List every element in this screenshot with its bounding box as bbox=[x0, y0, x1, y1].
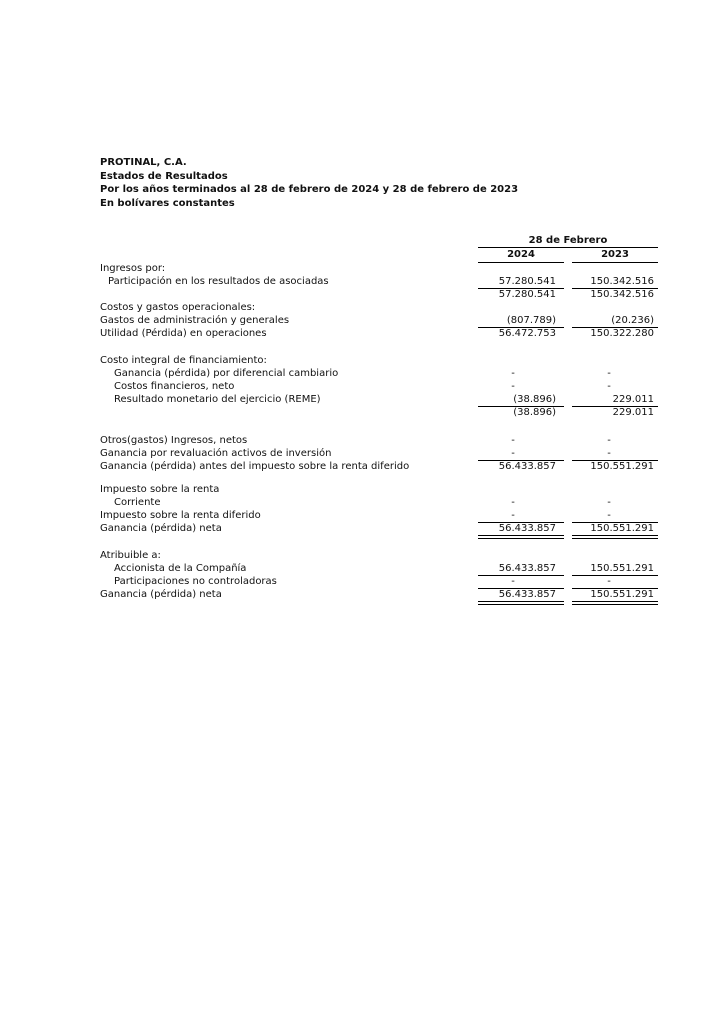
value-2023: 150.551.291 bbox=[590, 523, 654, 534]
period-column-header: 28 de Febrero bbox=[528, 235, 608, 246]
table-row bbox=[0, 381, 724, 393]
statement-header bbox=[100, 156, 518, 210]
value-2023: 150.551.291 bbox=[590, 589, 654, 600]
row-label: Atribuible a: bbox=[100, 550, 161, 561]
value-2023: - bbox=[607, 497, 611, 508]
table-row bbox=[0, 510, 724, 522]
table-row bbox=[0, 523, 724, 535]
value-2023: 229.011 bbox=[612, 394, 654, 405]
value-2024: 56.433.857 bbox=[498, 461, 556, 472]
table-row bbox=[0, 576, 724, 588]
year-2023-header: 2023 bbox=[601, 249, 629, 260]
value-2024: - bbox=[511, 381, 515, 392]
table-row bbox=[0, 407, 724, 419]
table-row bbox=[0, 497, 724, 509]
value-2024: - bbox=[511, 368, 515, 379]
period-underline bbox=[478, 247, 658, 248]
value-2024: 56.433.857 bbox=[498, 523, 556, 534]
table-row bbox=[0, 328, 724, 340]
value-2023: 150.551.291 bbox=[590, 563, 654, 574]
total-double-line bbox=[478, 535, 564, 539]
value-2024: (38.896) bbox=[513, 394, 556, 405]
value-2023: - bbox=[607, 435, 611, 446]
table-row bbox=[0, 276, 724, 288]
value-2023: - bbox=[607, 381, 611, 392]
row-label: Impuesto sobre la renta diferido bbox=[100, 510, 261, 521]
value-2024: 57.280.541 bbox=[498, 276, 556, 287]
statement-period: Por los años terminados al 28 de febrero de 2024 y 28 de febrero de 2023 bbox=[100, 184, 519, 195]
table-row bbox=[0, 355, 724, 367]
table-row bbox=[0, 263, 724, 275]
row-label: Participación en los resultados de asociadas bbox=[108, 276, 329, 287]
value-2024: (38.896) bbox=[513, 407, 556, 418]
row-label: Ingresos por: bbox=[100, 263, 166, 274]
total-double-line bbox=[572, 601, 658, 605]
value-2023: 229.011 bbox=[612, 407, 654, 418]
row-label: Corriente bbox=[114, 497, 161, 508]
value-2023: 150.551.291 bbox=[590, 461, 654, 472]
value-2024: 57.280.541 bbox=[498, 289, 556, 300]
row-label: Resultado monetario del ejercicio (REME) bbox=[114, 394, 321, 405]
table-row bbox=[0, 435, 724, 447]
table-row bbox=[0, 563, 724, 575]
row-label: Accionista de la Compañía bbox=[114, 563, 247, 574]
table-row bbox=[0, 461, 724, 473]
row-label: Gastos de administración y generales bbox=[100, 315, 290, 326]
value-2024: - bbox=[511, 448, 515, 459]
row-label: Otros(gastos) Ingresos, netos bbox=[100, 435, 248, 446]
value-2024: - bbox=[511, 576, 515, 587]
total-double-line bbox=[478, 601, 564, 605]
value-2024: 56.433.857 bbox=[498, 589, 556, 600]
row-label: Participaciones no controladoras bbox=[114, 576, 277, 587]
row-label: Ganancia por revaluación activos de inversión bbox=[100, 448, 332, 459]
row-label: Ganancia (pérdida) antes del impuesto sobre la renta diferido bbox=[100, 461, 410, 472]
value-2023: 150.342.516 bbox=[590, 289, 654, 300]
value-2023: - bbox=[607, 368, 611, 379]
row-label: Ganancia (pérdida) por diferencial cambiario bbox=[114, 368, 339, 379]
table-row bbox=[0, 394, 724, 406]
value-2023: - bbox=[607, 448, 611, 459]
total-double-line bbox=[572, 535, 658, 539]
table-row bbox=[0, 289, 724, 301]
table-row bbox=[0, 589, 724, 601]
value-2024: - bbox=[511, 497, 515, 508]
value-2024: (807.789) bbox=[506, 315, 556, 326]
table-row bbox=[0, 484, 724, 496]
row-label: Costo integral de financiamiento: bbox=[100, 355, 267, 366]
value-2023: (20.236) bbox=[611, 315, 654, 326]
year-2024-header: 2024 bbox=[507, 249, 535, 260]
value-2024: 56.472.753 bbox=[498, 328, 556, 339]
row-label: Impuesto sobre la renta bbox=[100, 484, 220, 495]
table-row bbox=[0, 550, 724, 562]
value-2024: 56.433.857 bbox=[498, 563, 556, 574]
table-row bbox=[0, 448, 724, 460]
row-label: Ganancia (pérdida) neta bbox=[100, 589, 222, 600]
row-label: Costos y gastos operacionales: bbox=[100, 302, 256, 313]
value-2023: - bbox=[607, 510, 611, 521]
company-name: PROTINAL, C.A. bbox=[100, 157, 187, 168]
table-row bbox=[0, 315, 724, 327]
value-2024: - bbox=[511, 510, 515, 521]
value-2023: 150.342.516 bbox=[590, 276, 654, 287]
table-row bbox=[0, 302, 724, 314]
row-label: Ganancia (pérdida) neta bbox=[100, 523, 222, 534]
statement-title: Estados de Resultados bbox=[100, 170, 228, 182]
value-2023: - bbox=[607, 576, 611, 587]
row-label: Costos financieros, neto bbox=[114, 381, 235, 392]
table-row bbox=[0, 368, 724, 380]
row-label: Utilidad (Pérdida) en operaciones bbox=[100, 328, 267, 339]
statement-currency: En bolívares constantes bbox=[100, 197, 235, 209]
value-2023: 150.322.280 bbox=[590, 328, 654, 339]
value-2024: - bbox=[511, 435, 515, 446]
